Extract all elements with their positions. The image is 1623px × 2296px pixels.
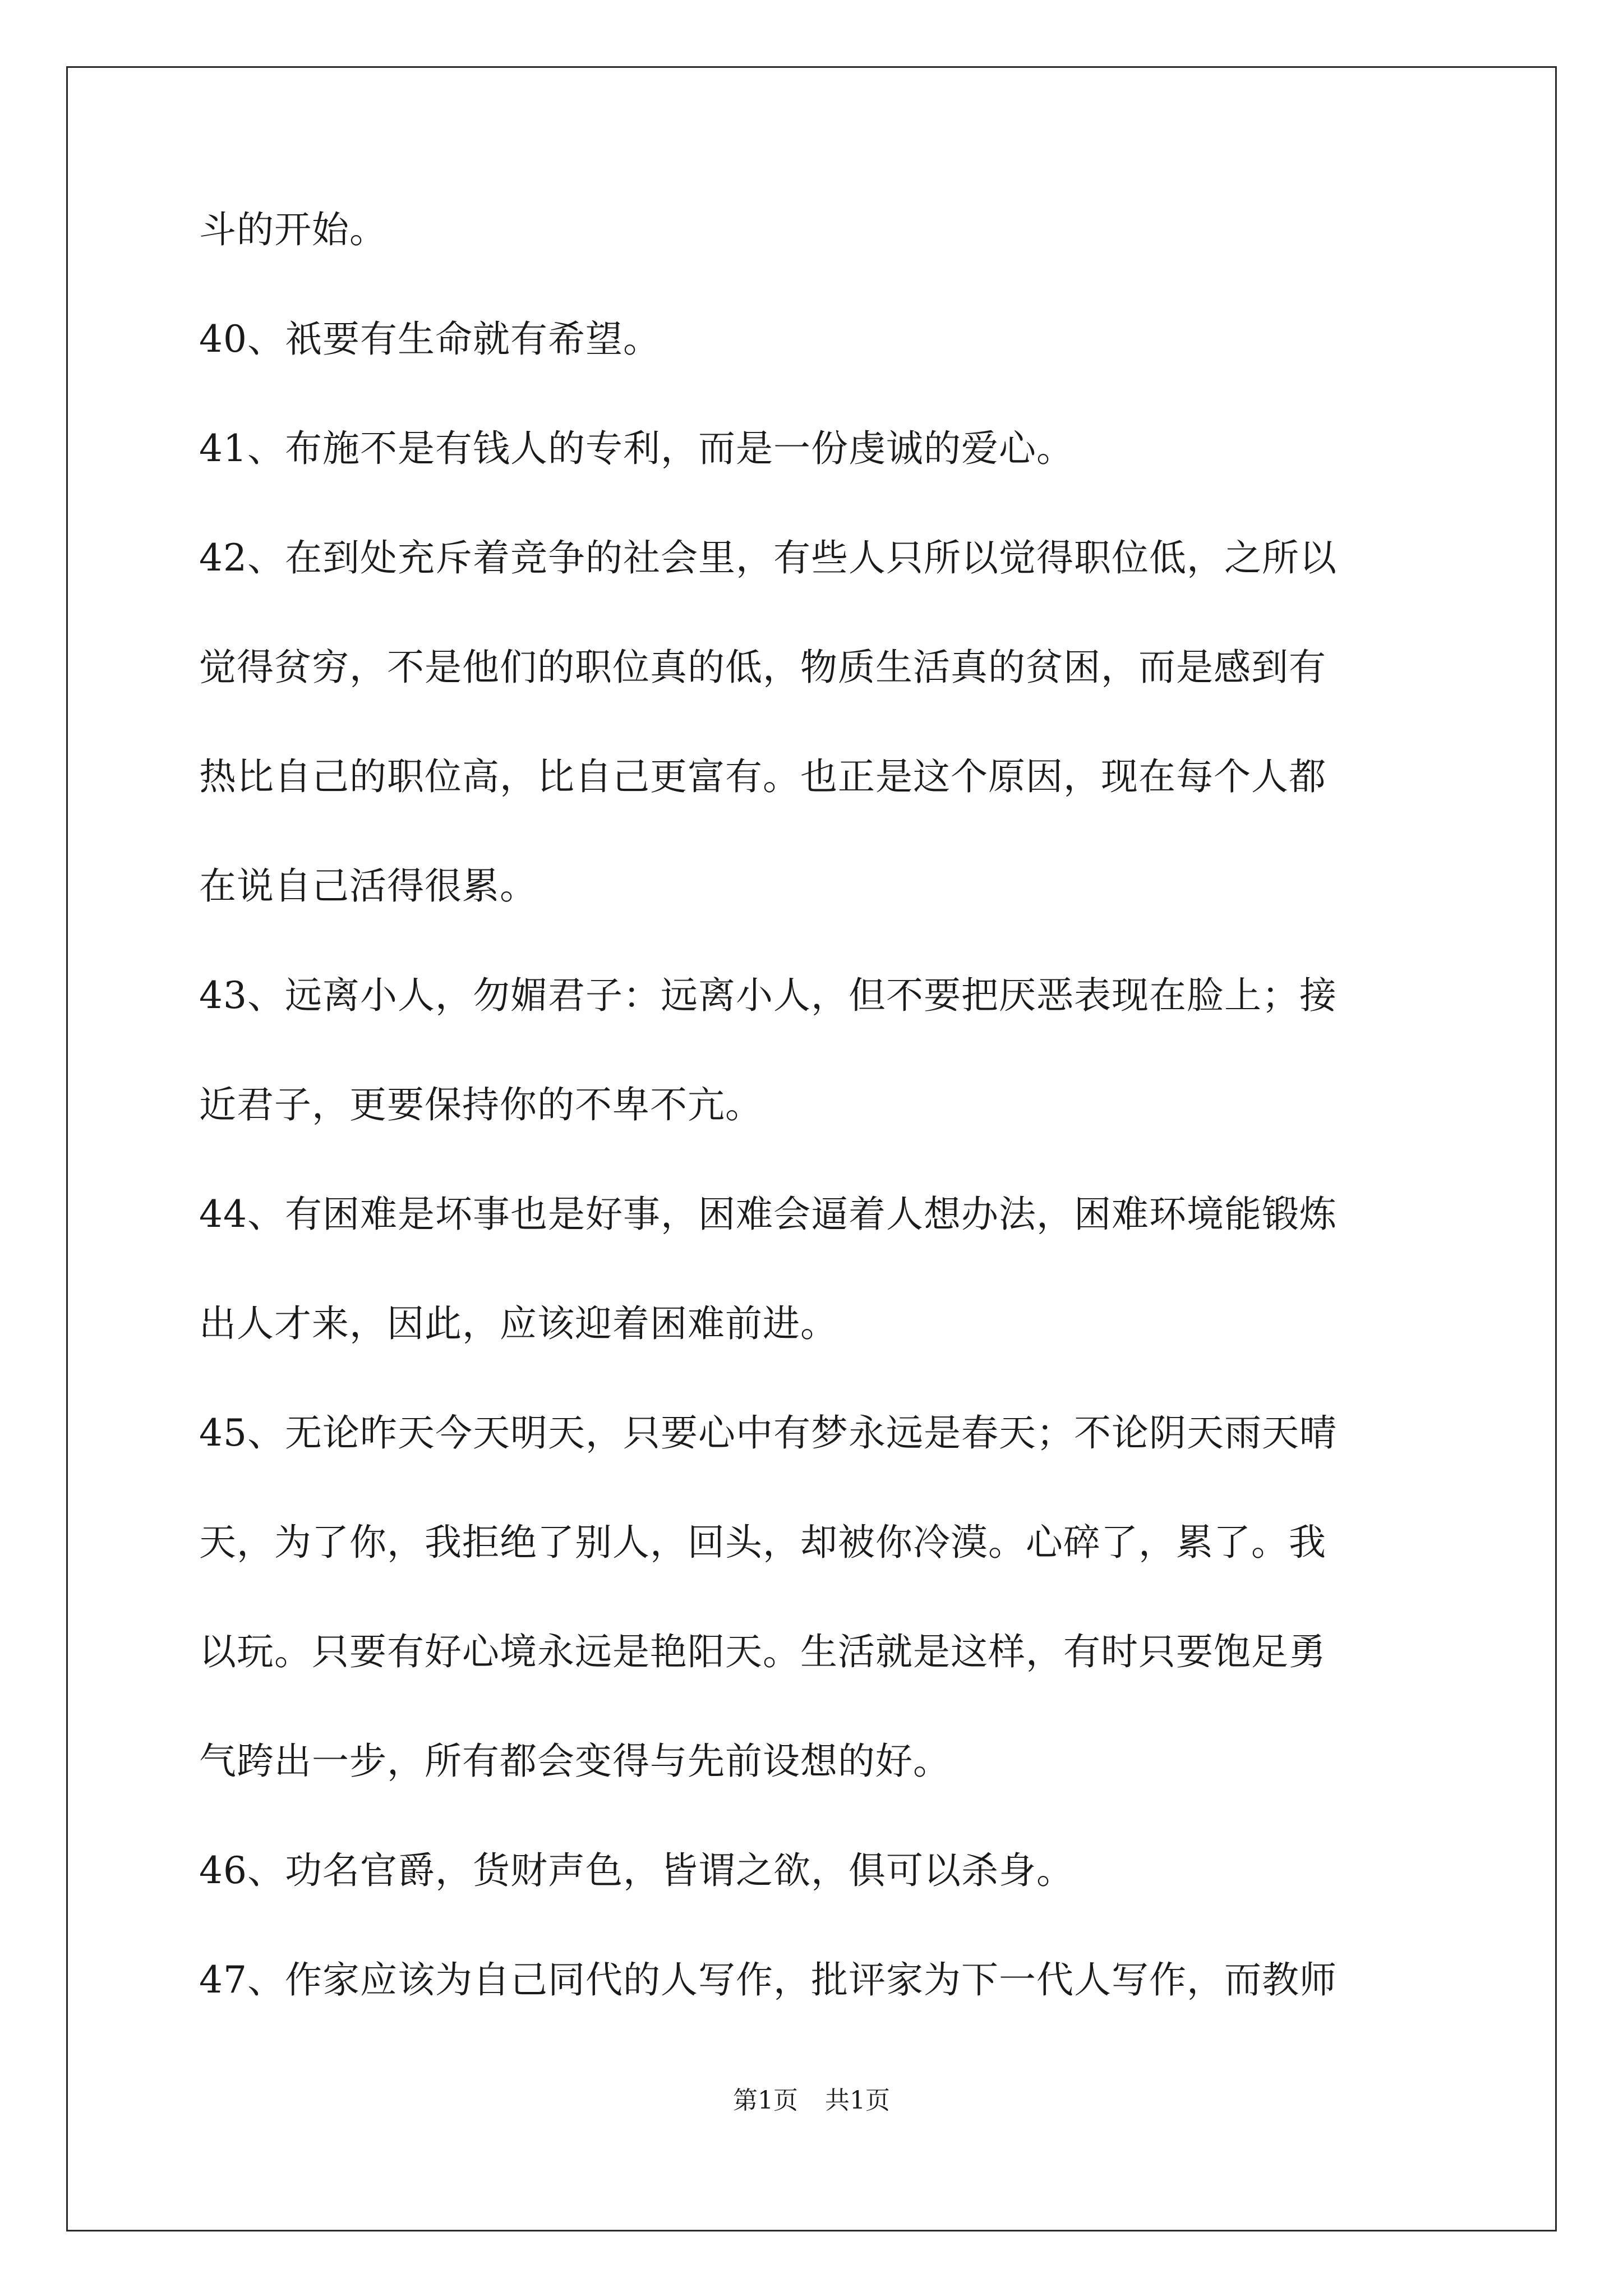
- text-line: 气跨出一步，所有都会变得与先前设想的好。: [199, 1740, 951, 1783]
- text-line: 以玩。只要有好心境永远是艳阳天。生活就是这样，有时只要饱足勇: [199, 1630, 1326, 1673]
- text-line: 近君子，更要保持你的不卑不亢。: [199, 1083, 763, 1126]
- text-line: 热比自己的职位高，比自己更富有。也正是这个原因，现在每个人都: [199, 755, 1326, 798]
- text-line: 斗的开始。: [199, 208, 387, 251]
- text-line: 45、无论昨天今天明天，只要心中有梦永远是春天；不论阴天雨天晴: [199, 1411, 1337, 1455]
- text-line: 40、祇要有生命就有希望。: [199, 318, 661, 361]
- text-line: 43、远离小人，勿媚君子：远离小人，但不要把厌恶表现在脸上；接: [199, 974, 1337, 1017]
- text-line: 觉得贫穷，不是他们的职位真的低，物质生活真的贫困，而是感到有: [199, 646, 1326, 689]
- page-footer: [0, 2084, 1623, 2118]
- text-line: 出人才来，因此，应该迎着困难前进。: [199, 1302, 838, 1345]
- text-line: 在说自己活得很累。: [199, 864, 537, 908]
- text-line: 天，为了你，我拒绝了别人，回头，却被你冷漠。心碎了，累了。我: [199, 1521, 1326, 1564]
- page-total: 共1页: [825, 2086, 890, 2115]
- text-line: 47、作家应该为自己同代的人写作，批评家为下一代人写作，而教师: [199, 1958, 1337, 2001]
- page-border: [66, 66, 1557, 2231]
- text-line: 42、在到处充斥着竞争的社会里，有些人只所以觉得职位低，之所以: [199, 536, 1337, 579]
- text-line: 41、布施不是有钱人的专利，而是一份虔诚的爱心。: [199, 427, 1074, 470]
- text-line: 46、功名官爵，货财声色，皆谓之欲，俱可以杀身。: [199, 1849, 1074, 1892]
- page-number: 第1页: [733, 2086, 798, 2115]
- text-line: 44、有困难是坏事也是好事，困难会逼着人想办法，困难环境能锻炼: [199, 1193, 1337, 1236]
